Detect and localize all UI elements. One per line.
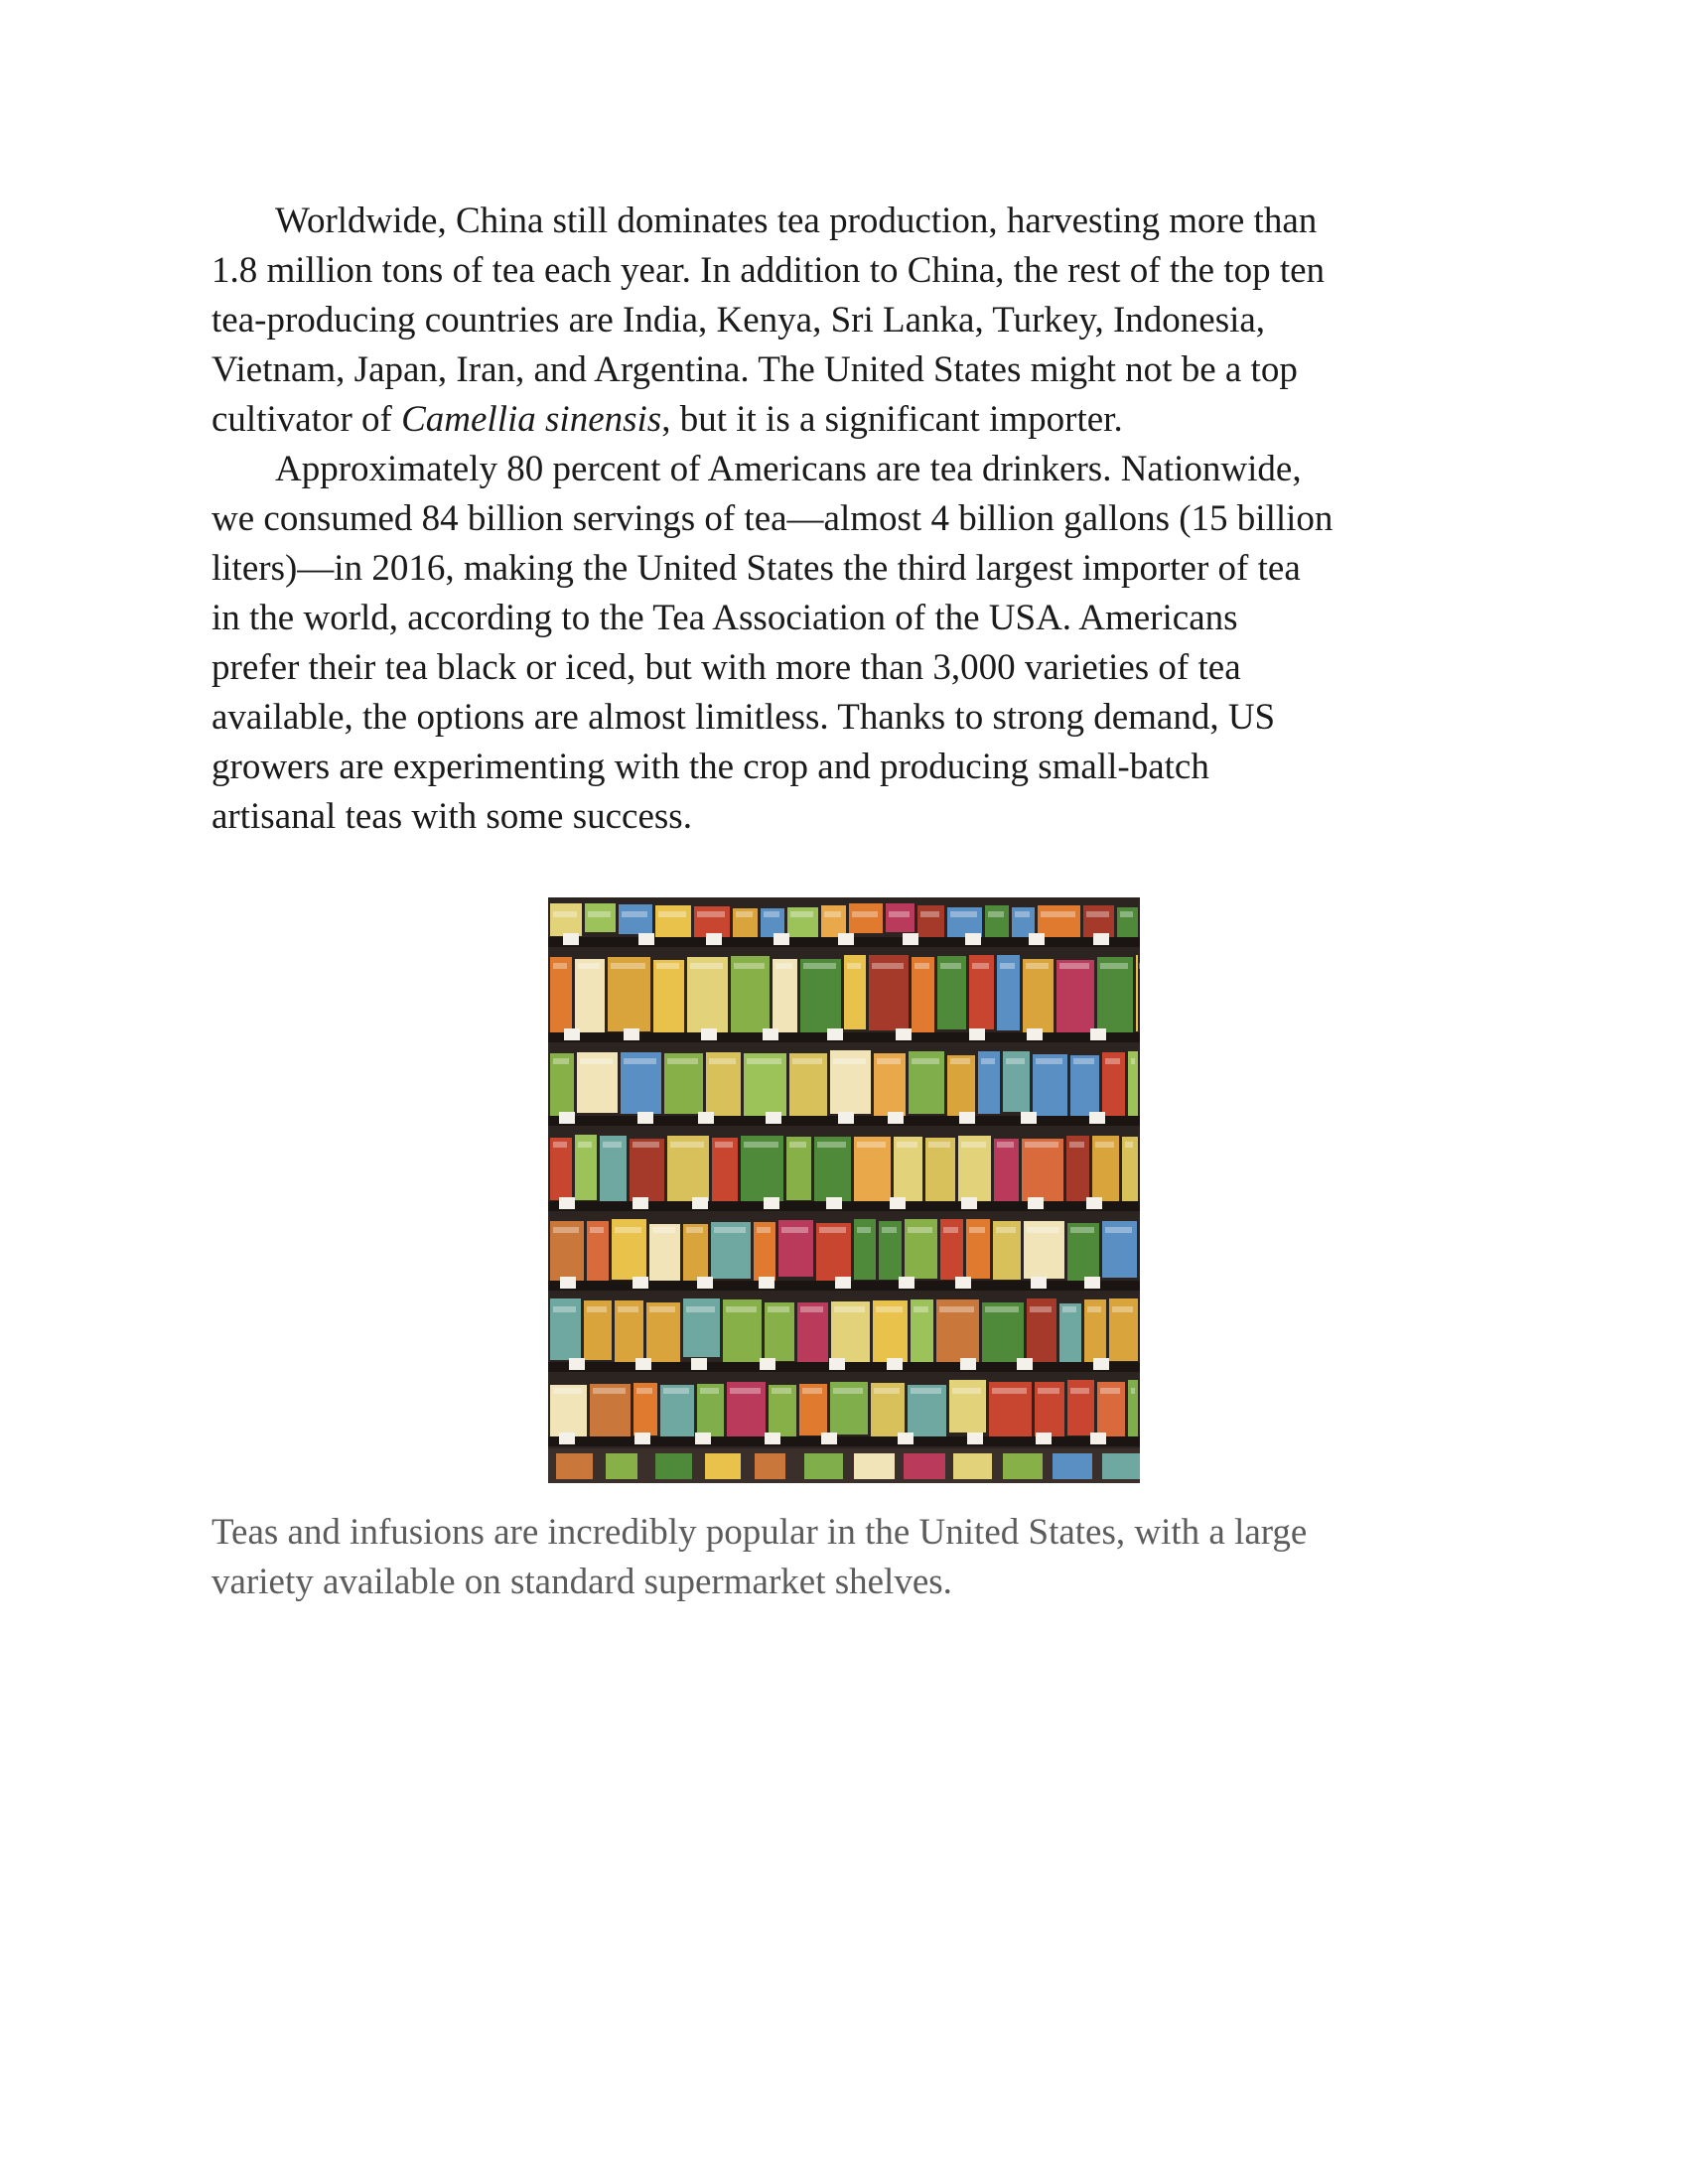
text-line: liters)—in 2016, making the United States the third largest importer of tea bbox=[211, 548, 1301, 589]
tea-box bbox=[705, 1453, 741, 1479]
price-tag bbox=[890, 1197, 906, 1209]
box-label bbox=[615, 1227, 641, 1233]
box-label bbox=[553, 1227, 579, 1233]
box-label bbox=[736, 911, 753, 917]
price-tag bbox=[896, 1028, 912, 1040]
species-name: Camellia sinensis bbox=[401, 399, 662, 440]
tea-box bbox=[655, 1453, 692, 1479]
price-tag bbox=[965, 933, 981, 945]
box-label bbox=[1006, 1058, 1025, 1064]
box-label bbox=[834, 1306, 865, 1312]
price-tag bbox=[633, 1277, 648, 1289]
text-line: in the world, according to the Tea Association of the USA. Americans bbox=[211, 598, 1238, 638]
tea-box bbox=[575, 959, 605, 1035]
price-tag bbox=[821, 1433, 837, 1444]
box-label bbox=[697, 911, 725, 917]
box-label bbox=[656, 963, 679, 969]
tea-box bbox=[804, 1453, 843, 1479]
box-label bbox=[734, 963, 765, 969]
tea-box bbox=[1053, 1453, 1092, 1479]
box-label bbox=[1070, 1388, 1089, 1394]
tea-box bbox=[1038, 905, 1080, 937]
price-tag bbox=[1089, 1112, 1105, 1124]
text-line bbox=[211, 395, 1492, 445]
tea-box bbox=[653, 960, 684, 1035]
box-label bbox=[939, 1306, 974, 1312]
box-label bbox=[988, 911, 1004, 917]
price-tag bbox=[563, 933, 579, 945]
tea-box bbox=[1022, 1139, 1063, 1204]
price-tag bbox=[774, 933, 789, 945]
box-label bbox=[819, 1227, 846, 1233]
tea-box bbox=[550, 903, 582, 936]
tea-box bbox=[1059, 1303, 1081, 1364]
price-tag bbox=[1086, 1197, 1102, 1209]
box-label bbox=[877, 1058, 901, 1064]
box-label bbox=[690, 963, 723, 969]
text-line: available, the options are almost limitless. Thanks to strong demand, US bbox=[211, 697, 1276, 738]
box-label bbox=[636, 1388, 652, 1394]
box-label bbox=[590, 1227, 604, 1233]
figure-caption bbox=[211, 1508, 1492, 1607]
box-label bbox=[1105, 1227, 1132, 1233]
price-tag bbox=[967, 1433, 983, 1444]
box-label bbox=[663, 1388, 689, 1394]
box-label bbox=[833, 1388, 863, 1394]
price-tag bbox=[695, 1433, 711, 1444]
text-fragment: , but it is a significant importer. bbox=[661, 399, 1123, 440]
price-tag bbox=[829, 1358, 845, 1370]
box-label bbox=[624, 1058, 656, 1064]
price-tag bbox=[1021, 1112, 1037, 1124]
tea-box bbox=[1083, 905, 1114, 937]
tea-box bbox=[1023, 959, 1054, 1034]
text-line: Vietnam, Japan, Iran, and Argentina. The United States might not be a top bbox=[211, 349, 1298, 390]
box-label bbox=[768, 1306, 789, 1312]
box-label bbox=[802, 1388, 822, 1394]
box-label bbox=[876, 1306, 903, 1312]
box-label bbox=[1125, 1142, 1133, 1148]
text-line: Worldwide, China still dominates tea production, harvesting more than bbox=[275, 201, 1318, 241]
price-tag bbox=[765, 1433, 780, 1444]
price-tag bbox=[692, 1197, 708, 1209]
box-label bbox=[800, 1306, 823, 1312]
price-tag bbox=[899, 1277, 914, 1289]
box-label bbox=[1095, 1142, 1114, 1148]
tea-box bbox=[773, 959, 797, 1033]
box-label bbox=[847, 963, 861, 969]
price-tag bbox=[559, 1433, 575, 1444]
price-tag bbox=[969, 1028, 985, 1040]
box-label bbox=[972, 963, 989, 969]
tea-box bbox=[949, 1380, 986, 1433]
price-tag bbox=[903, 933, 918, 945]
box-label bbox=[1069, 1142, 1084, 1148]
price-tag bbox=[559, 1197, 575, 1209]
box-label bbox=[985, 1306, 1019, 1312]
text-line: Approximately 80 percent of Americans are tea drinkers. Nationwide, bbox=[275, 449, 1302, 489]
box-label bbox=[1000, 963, 1015, 969]
box-label bbox=[649, 1306, 675, 1312]
caption-line: Teas and infusions are incredibly popular in the United States, with a large bbox=[211, 1512, 1308, 1553]
box-label bbox=[952, 1388, 981, 1394]
box-label bbox=[914, 1306, 928, 1312]
price-tag bbox=[1031, 1277, 1047, 1289]
tea-box bbox=[1056, 960, 1094, 1033]
box-label bbox=[789, 1142, 806, 1148]
price-tag bbox=[888, 1112, 904, 1124]
price-tag bbox=[560, 1277, 576, 1289]
tea-box bbox=[1136, 955, 1138, 1031]
box-label bbox=[553, 1388, 582, 1394]
box-label bbox=[553, 1306, 576, 1312]
caption-line: variety available on standard supermarket shelves. bbox=[211, 1562, 952, 1602]
price-tag bbox=[826, 1197, 842, 1209]
paragraph-consumption bbox=[211, 445, 1492, 842]
box-label bbox=[852, 911, 878, 917]
box-label bbox=[1027, 1227, 1059, 1233]
tea-box bbox=[947, 1055, 975, 1118]
text-line: tea-producing countries are India, Kenya, Sri Lanka, Turkey, Indonesia, bbox=[211, 300, 1266, 341]
price-tag bbox=[1090, 1433, 1106, 1444]
price-tag bbox=[898, 1433, 914, 1444]
price-tag bbox=[1036, 1433, 1052, 1444]
box-label bbox=[1041, 911, 1075, 917]
box-label bbox=[709, 1058, 736, 1064]
tea-box bbox=[1070, 1055, 1099, 1118]
box-label bbox=[1131, 1388, 1135, 1394]
box-label bbox=[772, 1388, 791, 1394]
price-tag bbox=[838, 933, 854, 945]
tea-box bbox=[917, 905, 944, 938]
box-label bbox=[996, 1227, 1016, 1233]
tea-box bbox=[755, 1453, 785, 1479]
box-label bbox=[889, 911, 910, 917]
box-label bbox=[874, 1388, 900, 1394]
box-label bbox=[775, 963, 792, 969]
box-label bbox=[1038, 1388, 1059, 1394]
box-label bbox=[1030, 1306, 1052, 1312]
price-tag bbox=[838, 1112, 854, 1124]
price-tag bbox=[559, 1112, 575, 1124]
paragraph-production bbox=[211, 197, 1492, 445]
box-label bbox=[714, 1227, 746, 1233]
box-label bbox=[940, 963, 961, 969]
price-tag bbox=[701, 1028, 717, 1040]
box-label bbox=[580, 1058, 613, 1064]
text-line: 1.8 million tons of tea each year. In addition to China, the rest of the top ten bbox=[211, 250, 1326, 291]
price-tag bbox=[760, 1358, 775, 1370]
box-label bbox=[622, 911, 647, 917]
box-label bbox=[824, 911, 841, 917]
box-label bbox=[950, 911, 977, 917]
price-tag bbox=[1090, 1028, 1106, 1040]
box-label bbox=[686, 1306, 715, 1312]
box-label bbox=[1036, 1058, 1062, 1064]
box-label bbox=[1139, 963, 1140, 969]
price-tag bbox=[1029, 933, 1045, 945]
price-tag bbox=[634, 1433, 650, 1444]
price-tag bbox=[1017, 1358, 1033, 1370]
box-label bbox=[578, 963, 600, 969]
price-tag bbox=[698, 1112, 714, 1124]
box-label bbox=[790, 911, 813, 917]
tea-shelf-photo bbox=[548, 897, 1140, 1483]
box-label bbox=[633, 1142, 659, 1148]
box-label bbox=[670, 1142, 704, 1148]
tea-box bbox=[1102, 1453, 1140, 1479]
box-label bbox=[1015, 911, 1030, 917]
price-tag bbox=[955, 1277, 971, 1289]
box-label bbox=[1059, 963, 1089, 969]
tea-box bbox=[619, 904, 652, 934]
box-label bbox=[553, 911, 577, 917]
tea-box bbox=[953, 1453, 992, 1479]
box-label bbox=[747, 1058, 781, 1064]
text-line: we consumed 84 billion servings of tea—almost 4 billion gallons (15 billion bbox=[211, 498, 1334, 539]
box-label bbox=[1086, 911, 1109, 917]
price-tag bbox=[759, 1277, 774, 1289]
box-label bbox=[578, 1142, 592, 1148]
box-label bbox=[997, 1142, 1014, 1148]
box-label bbox=[928, 1142, 950, 1148]
box-label bbox=[1087, 1306, 1101, 1312]
price-tag bbox=[835, 1277, 851, 1289]
tea-box bbox=[904, 1453, 945, 1479]
tea-box bbox=[985, 905, 1009, 939]
box-label bbox=[603, 1142, 622, 1148]
box-label bbox=[1120, 911, 1133, 917]
price-tag bbox=[638, 933, 654, 945]
box-label bbox=[744, 1142, 778, 1148]
box-label bbox=[803, 963, 836, 969]
box-label bbox=[700, 1388, 719, 1394]
box-label bbox=[757, 1227, 771, 1233]
text-fragment: cultivator of bbox=[211, 399, 402, 440]
price-tag bbox=[691, 1358, 707, 1370]
box-label bbox=[588, 911, 611, 917]
box-label bbox=[618, 1306, 638, 1312]
box-label bbox=[992, 1388, 1027, 1394]
price-tag bbox=[766, 1112, 781, 1124]
text-line: prefer their tea black or iced, but with more than 3,000 varieties of tea bbox=[211, 647, 1241, 688]
box-label bbox=[667, 1058, 698, 1064]
box-label bbox=[817, 1142, 846, 1148]
tea-box bbox=[1003, 1453, 1043, 1479]
tea-shelf-illustration bbox=[548, 897, 1140, 1483]
tea-box bbox=[886, 903, 914, 932]
tea-box bbox=[849, 903, 883, 933]
box-label bbox=[920, 911, 939, 917]
price-tag bbox=[633, 1197, 648, 1209]
box-label bbox=[553, 1058, 569, 1064]
box-label bbox=[882, 1227, 897, 1233]
price-tag bbox=[637, 1112, 653, 1124]
box-label bbox=[1070, 1227, 1094, 1233]
box-label bbox=[872, 963, 904, 969]
box-label bbox=[1062, 1306, 1076, 1312]
box-label bbox=[730, 1388, 761, 1394]
price-tag bbox=[1028, 1197, 1044, 1209]
price-tag bbox=[564, 1028, 580, 1040]
tea-box bbox=[655, 905, 691, 938]
box-label bbox=[1131, 1058, 1135, 1064]
box-label bbox=[611, 963, 645, 969]
price-tag bbox=[569, 1358, 585, 1370]
box-label bbox=[1026, 963, 1049, 969]
price-tag bbox=[1084, 1277, 1100, 1289]
price-tag bbox=[763, 1028, 778, 1040]
box-label bbox=[658, 911, 686, 917]
box-label bbox=[908, 1227, 932, 1233]
tea-box bbox=[556, 1453, 593, 1479]
price-tag bbox=[706, 933, 722, 945]
box-label bbox=[857, 1227, 871, 1233]
box-label bbox=[1073, 1058, 1094, 1064]
price-tag bbox=[960, 1358, 976, 1370]
box-label bbox=[587, 1306, 607, 1312]
price-tag bbox=[827, 1028, 843, 1040]
price-tag bbox=[635, 1358, 651, 1370]
box-label bbox=[857, 1142, 886, 1148]
tea-box bbox=[994, 1139, 1019, 1202]
box-label bbox=[652, 1227, 675, 1233]
document-body bbox=[211, 197, 1492, 842]
tea-box bbox=[630, 1139, 664, 1204]
box-label bbox=[593, 1388, 626, 1394]
box-label bbox=[1100, 963, 1128, 969]
tea-box bbox=[585, 903, 616, 932]
box-label bbox=[686, 1227, 703, 1233]
price-tag bbox=[1027, 1028, 1043, 1040]
box-label bbox=[792, 1058, 822, 1064]
text-line: growers are experimenting with the crop and producing small-batch bbox=[211, 747, 1209, 787]
tea-box bbox=[854, 1453, 895, 1479]
price-tag bbox=[887, 1358, 903, 1370]
box-label bbox=[715, 1142, 733, 1148]
price-tag bbox=[764, 1197, 779, 1209]
tea-box bbox=[800, 959, 841, 1035]
box-label bbox=[833, 1058, 866, 1064]
text-line: artisanal teas with some success. bbox=[211, 796, 692, 837]
price-tag bbox=[1093, 933, 1109, 945]
box-label bbox=[969, 1227, 985, 1233]
box-label bbox=[1100, 1388, 1120, 1394]
box-label bbox=[943, 1227, 958, 1233]
box-label bbox=[781, 1227, 808, 1233]
box-label bbox=[764, 911, 779, 917]
box-label bbox=[553, 1142, 567, 1148]
price-tag bbox=[959, 1112, 975, 1124]
price-tag bbox=[961, 1197, 977, 1209]
tea-box bbox=[606, 1453, 637, 1479]
box-label bbox=[553, 963, 567, 969]
price-tag bbox=[697, 1277, 713, 1289]
box-label bbox=[912, 1058, 939, 1064]
box-label bbox=[914, 963, 929, 969]
box-label bbox=[950, 1058, 970, 1064]
box-label bbox=[1105, 1058, 1120, 1064]
box-label bbox=[981, 1058, 995, 1064]
box-label bbox=[1025, 1142, 1058, 1148]
box-label bbox=[961, 1142, 986, 1148]
box-label bbox=[911, 1388, 941, 1394]
price-tag bbox=[1093, 1358, 1109, 1370]
price-tag bbox=[624, 1028, 639, 1040]
box-label bbox=[897, 1142, 917, 1148]
box-label bbox=[1112, 1306, 1133, 1312]
box-label bbox=[726, 1306, 757, 1312]
